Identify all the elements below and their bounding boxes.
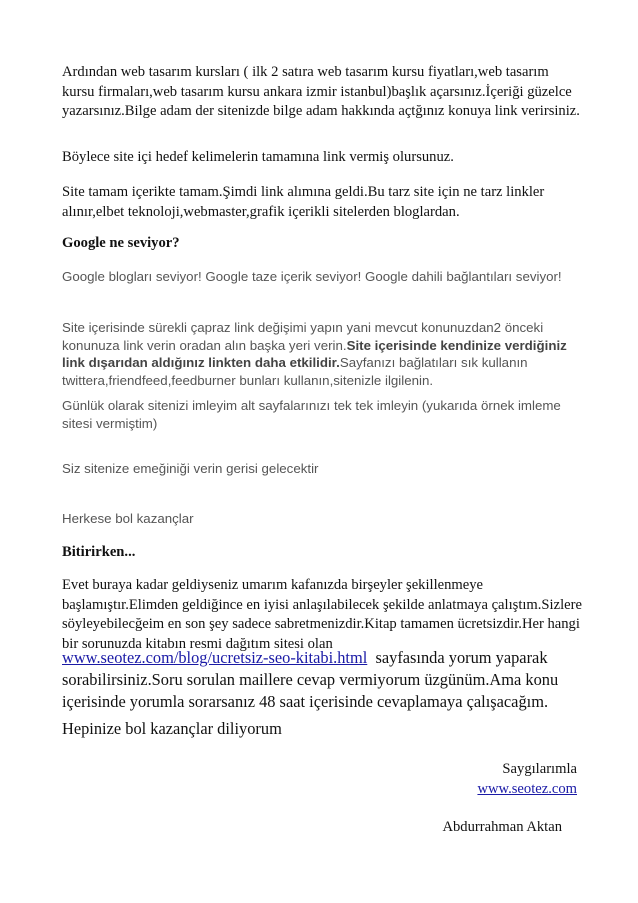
contact-paragraph [62,647,582,713]
bookmarking-paragraph: Günlük olarak sitenizi imleyim alt sayfalarınızı tek tek imleyin (yukarıda örnek imleme sitesi vermiştim) [62,398,561,431]
cross-linking-text: Site içerisinde sürekli çapraz link değişimi yapın yani mevcut konunuzdan2 önceki konunuza link verin oradan alın başka yeri verin. [62,320,544,353]
site-link[interactable]: www.seotez.com [477,781,577,797]
cross-linking-paragraph [62,319,582,389]
intro-paragraph: Ardından web tasarım kursları ( ilk 2 satıra web tasarım kursu fiyatları,web tasarım kursu firmaları,web tasarım kursu ankara izmir istanbul)başlık açarsınız.İçeriği güzelce yazarsınız.Bilge adam der sitenizde bilge adam hakkında açtğınız konuya link verirsiniz. [62,64,580,119]
internal-link-paragraph: Böylece site içi hedef kelimelerin tamamına link vermiş olursunuz. [62,149,454,165]
contact-text: sorabilirsiniz.Soru sorulan maillere cevap vermiyorum üzgünüm.Ama konu içerisinde yorumla sorarsanız 48 saat içerisinde cevaplamaya çalışacağım. [62,670,559,711]
wishes-line: Hepinize bol kazançlar diliyorum [62,719,282,738]
cross-linking-tail: Sayfanızı bağlatıları sık kullanın twittera,friendfeed,feedburner bunları kullanın,sitenizle ilgilenin. [62,355,528,388]
good-earnings-paragraph: Herkese bol kazançlar [62,511,194,526]
contact-text-inline: sayfasında yorum yaparak [367,648,548,667]
google-heading: Google ne seviyor? [62,235,180,251]
book-link[interactable]: www.seotez.com/blog/ucretsiz-seo-kitabi.html [62,648,368,667]
closing-paragraph: Evet buraya kadar geldiyseniz umarım kafanızda birşeyler şekillenmeye başlamıştır.Elimden geldiğince en iyisi anlaşılabilecek şekilde anlatmaya çalıştım.Sizlere söyleyebilecğeim en son şey sadece sabretmenizdir.Kitap tamamen ücretsizdir.Her hangi bir sorunuzda kitabın resmi dağıtım sitesi olan [62,577,582,652]
signature-greeting: Saygılarımla [502,761,577,777]
cross-linking-emphasis: Site içerisinde kendinize verdiğiniz link dışarıdan aldığınız linkten daha etkilidir. [62,337,567,371]
google-likes-paragraph: Google blogları seviyor! Google taze içerik seviyor! Google dahili bağlantıları seviyor! [62,269,562,284]
effort-paragraph: Siz sitenize emeğiniği verin gerisi gelecektir [62,461,319,476]
link-building-paragraph: Site tamam içerikte tamam.Şimdi link alımına geldi.Bu tarz site için ne tarz linkler alınır,elbet teknoloji,webmaster,grafik içerikli sitelerden bloglardan. [62,184,545,220]
signature-name: Abdurrahman Aktan [442,819,562,835]
signature-link-line [62,780,577,800]
closing-heading: Bitirirken... [62,544,136,560]
